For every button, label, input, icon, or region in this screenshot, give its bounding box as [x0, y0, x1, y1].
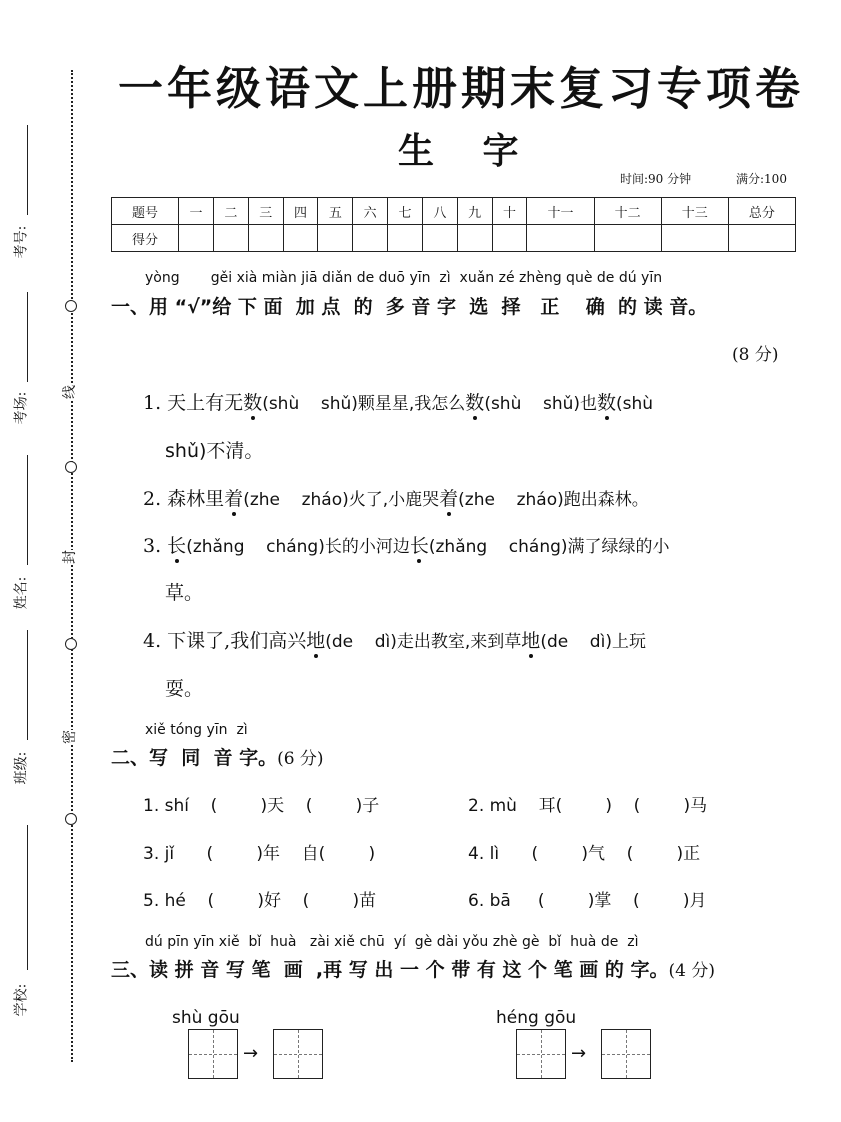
- stroke-shu-gou-label: shù gōu: [172, 1008, 240, 1028]
- question-2-line: 2. 森林里着(zhe zháo)火了,小鹿哭着(zhe zháo)跑出森林。: [143, 488, 649, 510]
- score-table-score-row: [112, 225, 796, 252]
- binding-circle: [65, 461, 77, 473]
- homophone-row: 4. lì ( )气 ( )正: [468, 844, 701, 864]
- score-table-cell: 十: [492, 198, 527, 225]
- exam-time: 时间:90 分钟: [620, 172, 692, 186]
- score-input-cell[interactable]: [422, 225, 457, 252]
- arrow-icon: →: [243, 1043, 259, 1064]
- score-input-cell[interactable]: [527, 225, 594, 252]
- score-table-cell: 总分: [728, 198, 795, 225]
- score-input-cell[interactable]: [353, 225, 388, 252]
- homophone-row: 1. shí ( )天 ( )子: [143, 796, 380, 816]
- section1-heading: 一、用 “√”给 下 面 加 点 的 多 音 字 选 择 正 确 的 读 音。: [111, 296, 708, 318]
- score-table-header-row: [112, 198, 796, 225]
- binding-mark-mi: 密: [57, 730, 81, 744]
- score-table-cell: 十三: [661, 198, 728, 225]
- section1-pinyin: yòng gěi xià miàn jiā diǎn de duō yīn zì xuǎn zé zhèng què de dú yīn: [145, 270, 663, 286]
- score-input-cell[interactable]: [457, 225, 492, 252]
- question-1-cont: shǔ)不清。: [165, 440, 264, 462]
- writing-grid-stroke[interactable]: [188, 1029, 238, 1079]
- writing-grid-character[interactable]: [601, 1029, 651, 1079]
- score-input-cell[interactable]: [728, 225, 795, 252]
- score-table-cell: 十二: [594, 198, 661, 225]
- full-score: 满分:100: [736, 172, 787, 186]
- score-table-cell: 五: [318, 198, 353, 225]
- section1-score: (8 分): [732, 345, 779, 365]
- side-label-school: 学校:: [13, 983, 30, 1017]
- score-input-cell[interactable]: [594, 225, 661, 252]
- writing-grid-character[interactable]: [273, 1029, 323, 1079]
- page-subtitle: 生 字: [398, 131, 537, 172]
- score-input-cell[interactable]: [388, 225, 423, 252]
- score-table-cell: 三: [248, 198, 283, 225]
- score-table-cell: 六: [353, 198, 388, 225]
- side-label-class: 班级:: [13, 751, 30, 785]
- score-table-cell: 七: [388, 198, 423, 225]
- homophone-row: 6. bā ( )掌 ( )月: [468, 891, 707, 911]
- score-table-cell: 四: [283, 198, 318, 225]
- question-1-line: 1. 天上有无数(shù shǔ)颗星星,我怎么数(shù shǔ)也数(shù: [143, 392, 654, 414]
- side-field-school[interactable]: [27, 825, 28, 970]
- binding-circle: [65, 638, 77, 650]
- score-table-cell: 九: [457, 198, 492, 225]
- score-table-cell: 八: [422, 198, 457, 225]
- section3-heading: 三、读 拼 音 写 笔 画 ,再 写 出 一 个 带 有 这 个 笔 画 的 字。(4 分): [111, 959, 715, 981]
- question-4-line: 4. 下课了,我们高兴地(de dì)走出教室,来到草地(de dì)上玩: [143, 630, 646, 652]
- side-label-exam-number: 考号:: [13, 225, 30, 259]
- score-table: [111, 197, 796, 252]
- score-table-cell: 题号: [112, 198, 179, 225]
- question-3-line: 3. 长(zhǎng cháng)长的小河边长(zhǎng cháng)满了绿绿的小: [143, 535, 670, 557]
- score-table-cell: 一: [179, 198, 214, 225]
- stroke-heng-gou-label: héng gōu: [496, 1008, 577, 1028]
- homophone-row: 5. hé ( )好 ( )苗: [143, 891, 377, 911]
- side-label-exam-room: 考场:: [13, 391, 30, 425]
- question-3-cont: 草。: [165, 582, 204, 604]
- binding-circle: [65, 300, 77, 312]
- side-field-exam-number[interactable]: [27, 125, 28, 215]
- homophone-row: 3. jǐ ( )年 自( ): [143, 844, 376, 864]
- score-input-cell[interactable]: [283, 225, 318, 252]
- score-table-cell: 十一: [527, 198, 594, 225]
- homophone-row: 2. mù 耳( ) ( )马: [468, 796, 708, 816]
- score-input-cell[interactable]: [213, 225, 248, 252]
- side-field-name[interactable]: [27, 455, 28, 565]
- binding-mark-feng: 封: [57, 550, 81, 564]
- section2-heading: 二、写 同 音 字。(6 分): [111, 747, 324, 769]
- score-table-cell: 得分: [112, 225, 179, 252]
- writing-grid-stroke[interactable]: [516, 1029, 566, 1079]
- page-title: 一年级语文上册期末复习专项卷: [118, 62, 805, 115]
- side-field-class[interactable]: [27, 630, 28, 740]
- score-input-cell[interactable]: [179, 225, 214, 252]
- section3-pinyin: dú pīn yīn xiě bǐ huà zài xiě chū yí gè dài yǒu zhè gè bǐ huà de zì: [145, 934, 639, 950]
- score-input-cell[interactable]: [661, 225, 728, 252]
- score-table-cell: 二: [213, 198, 248, 225]
- side-field-exam-room[interactable]: [27, 292, 28, 382]
- section2-pinyin: xiě tóng yīn zì: [145, 722, 248, 738]
- side-label-name: 姓名:: [13, 576, 30, 610]
- question-4-cont: 耍。: [165, 678, 204, 700]
- binding-circle: [65, 813, 77, 825]
- score-input-cell[interactable]: [318, 225, 353, 252]
- binding-dotted-line: [71, 70, 73, 1062]
- arrow-icon: →: [571, 1043, 587, 1064]
- score-input-cell[interactable]: [248, 225, 283, 252]
- binding-mark-xian: 线: [57, 385, 81, 399]
- score-input-cell[interactable]: [492, 225, 527, 252]
